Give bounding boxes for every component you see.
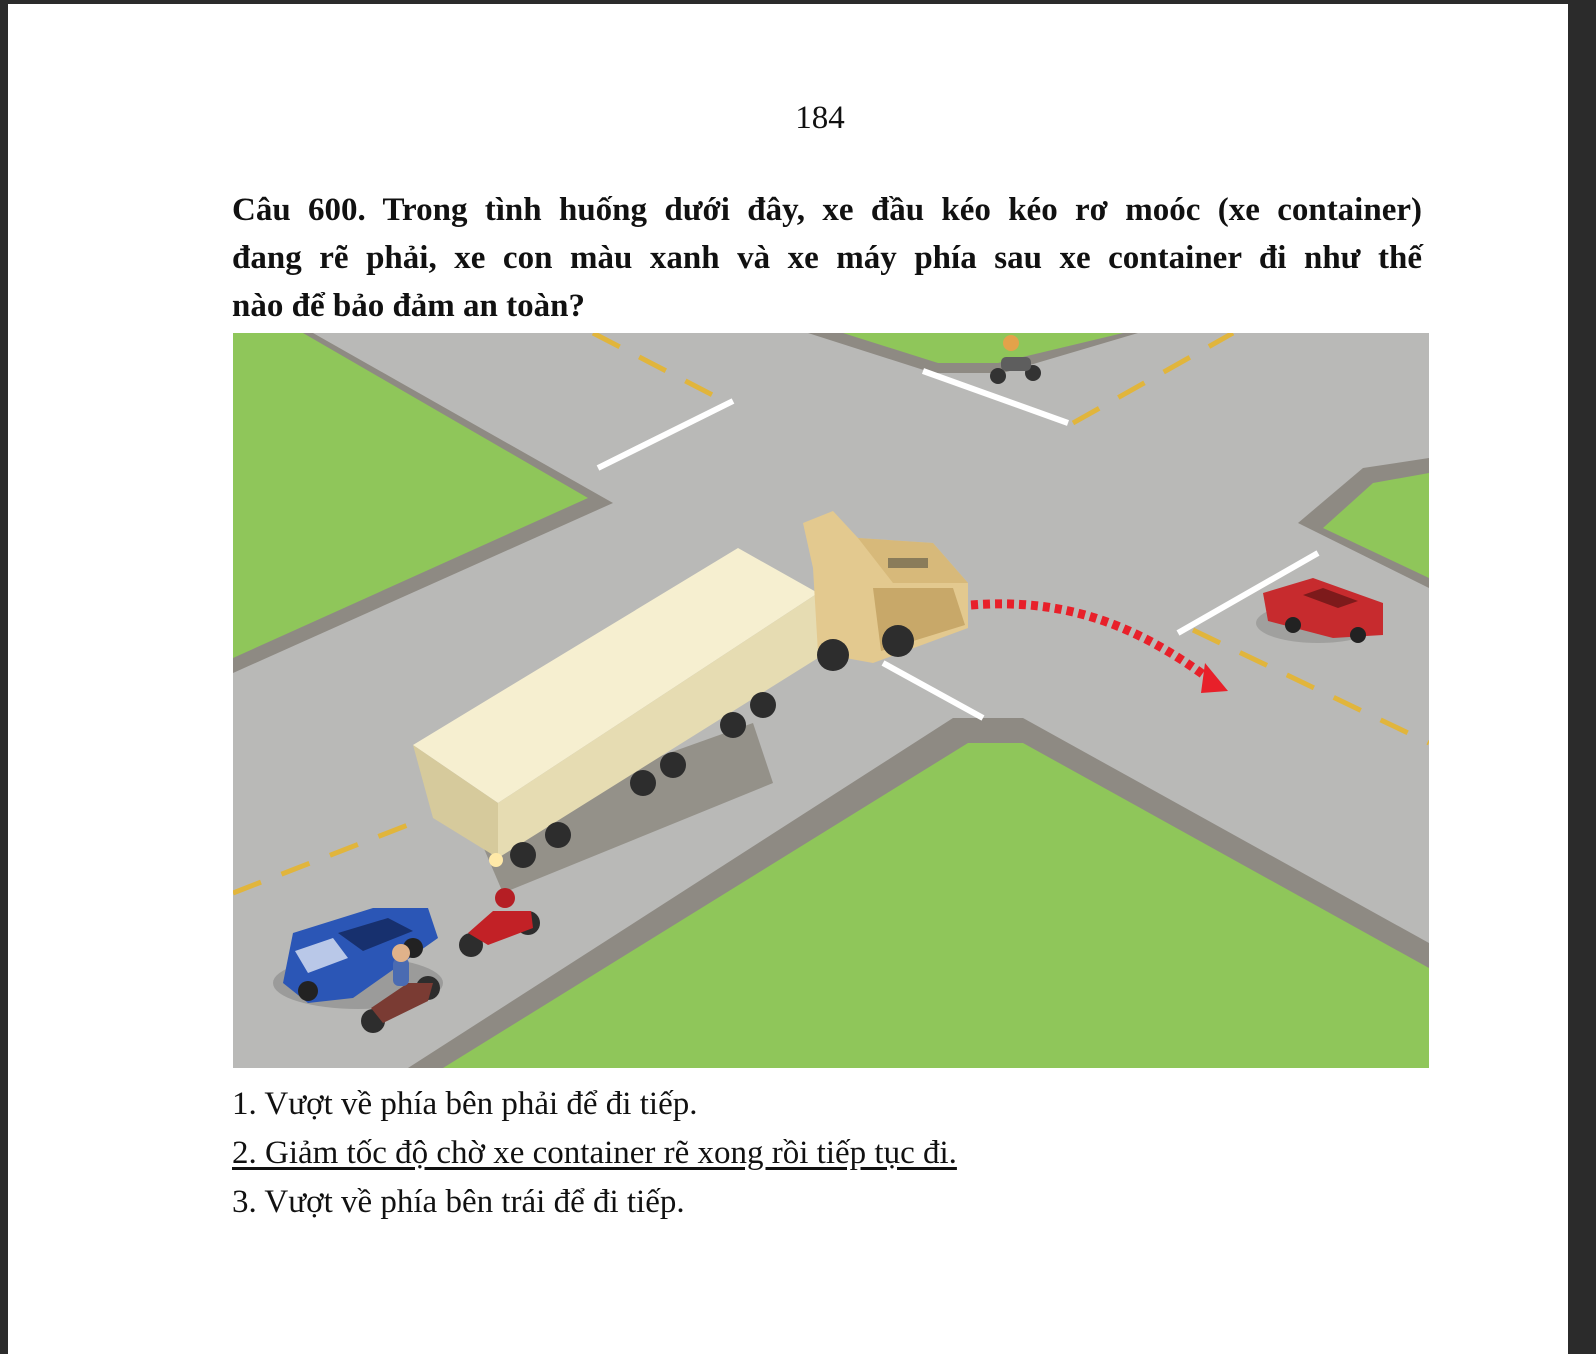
window-frame-right — [1568, 0, 1596, 1354]
answer-option-3[interactable]: 3. Vượt về phía bên trái để đi tiếp. — [232, 1184, 685, 1220]
answer-option-2-correct[interactable]: 2. Giảm tốc độ chờ xe container rẽ xong rồi tiếp tục đi. — [232, 1135, 957, 1171]
question-line-3: nào để bảo đảm an toàn? — [232, 288, 585, 324]
intersection-illustration — [233, 333, 1429, 1068]
question-line-1: Câu 600. Trong tình huống dưới đây, xe đầu kéo kéo rơ moóc (xe container) — [232, 192, 1422, 228]
question-text — [232, 186, 1422, 330]
answer-list — [232, 1080, 957, 1227]
question-line-2: đang rẽ phải, xe con màu xanh và xe máy phía sau xe container đi như thế — [232, 240, 1422, 276]
window-frame-left — [0, 0, 8, 1354]
window-frame-top — [0, 0, 1596, 4]
page-number: 184 — [795, 100, 845, 136]
answer-option-1[interactable]: 1. Vượt về phía bên phải để đi tiếp. — [232, 1086, 698, 1122]
intersection-scene — [233, 333, 1429, 1068]
